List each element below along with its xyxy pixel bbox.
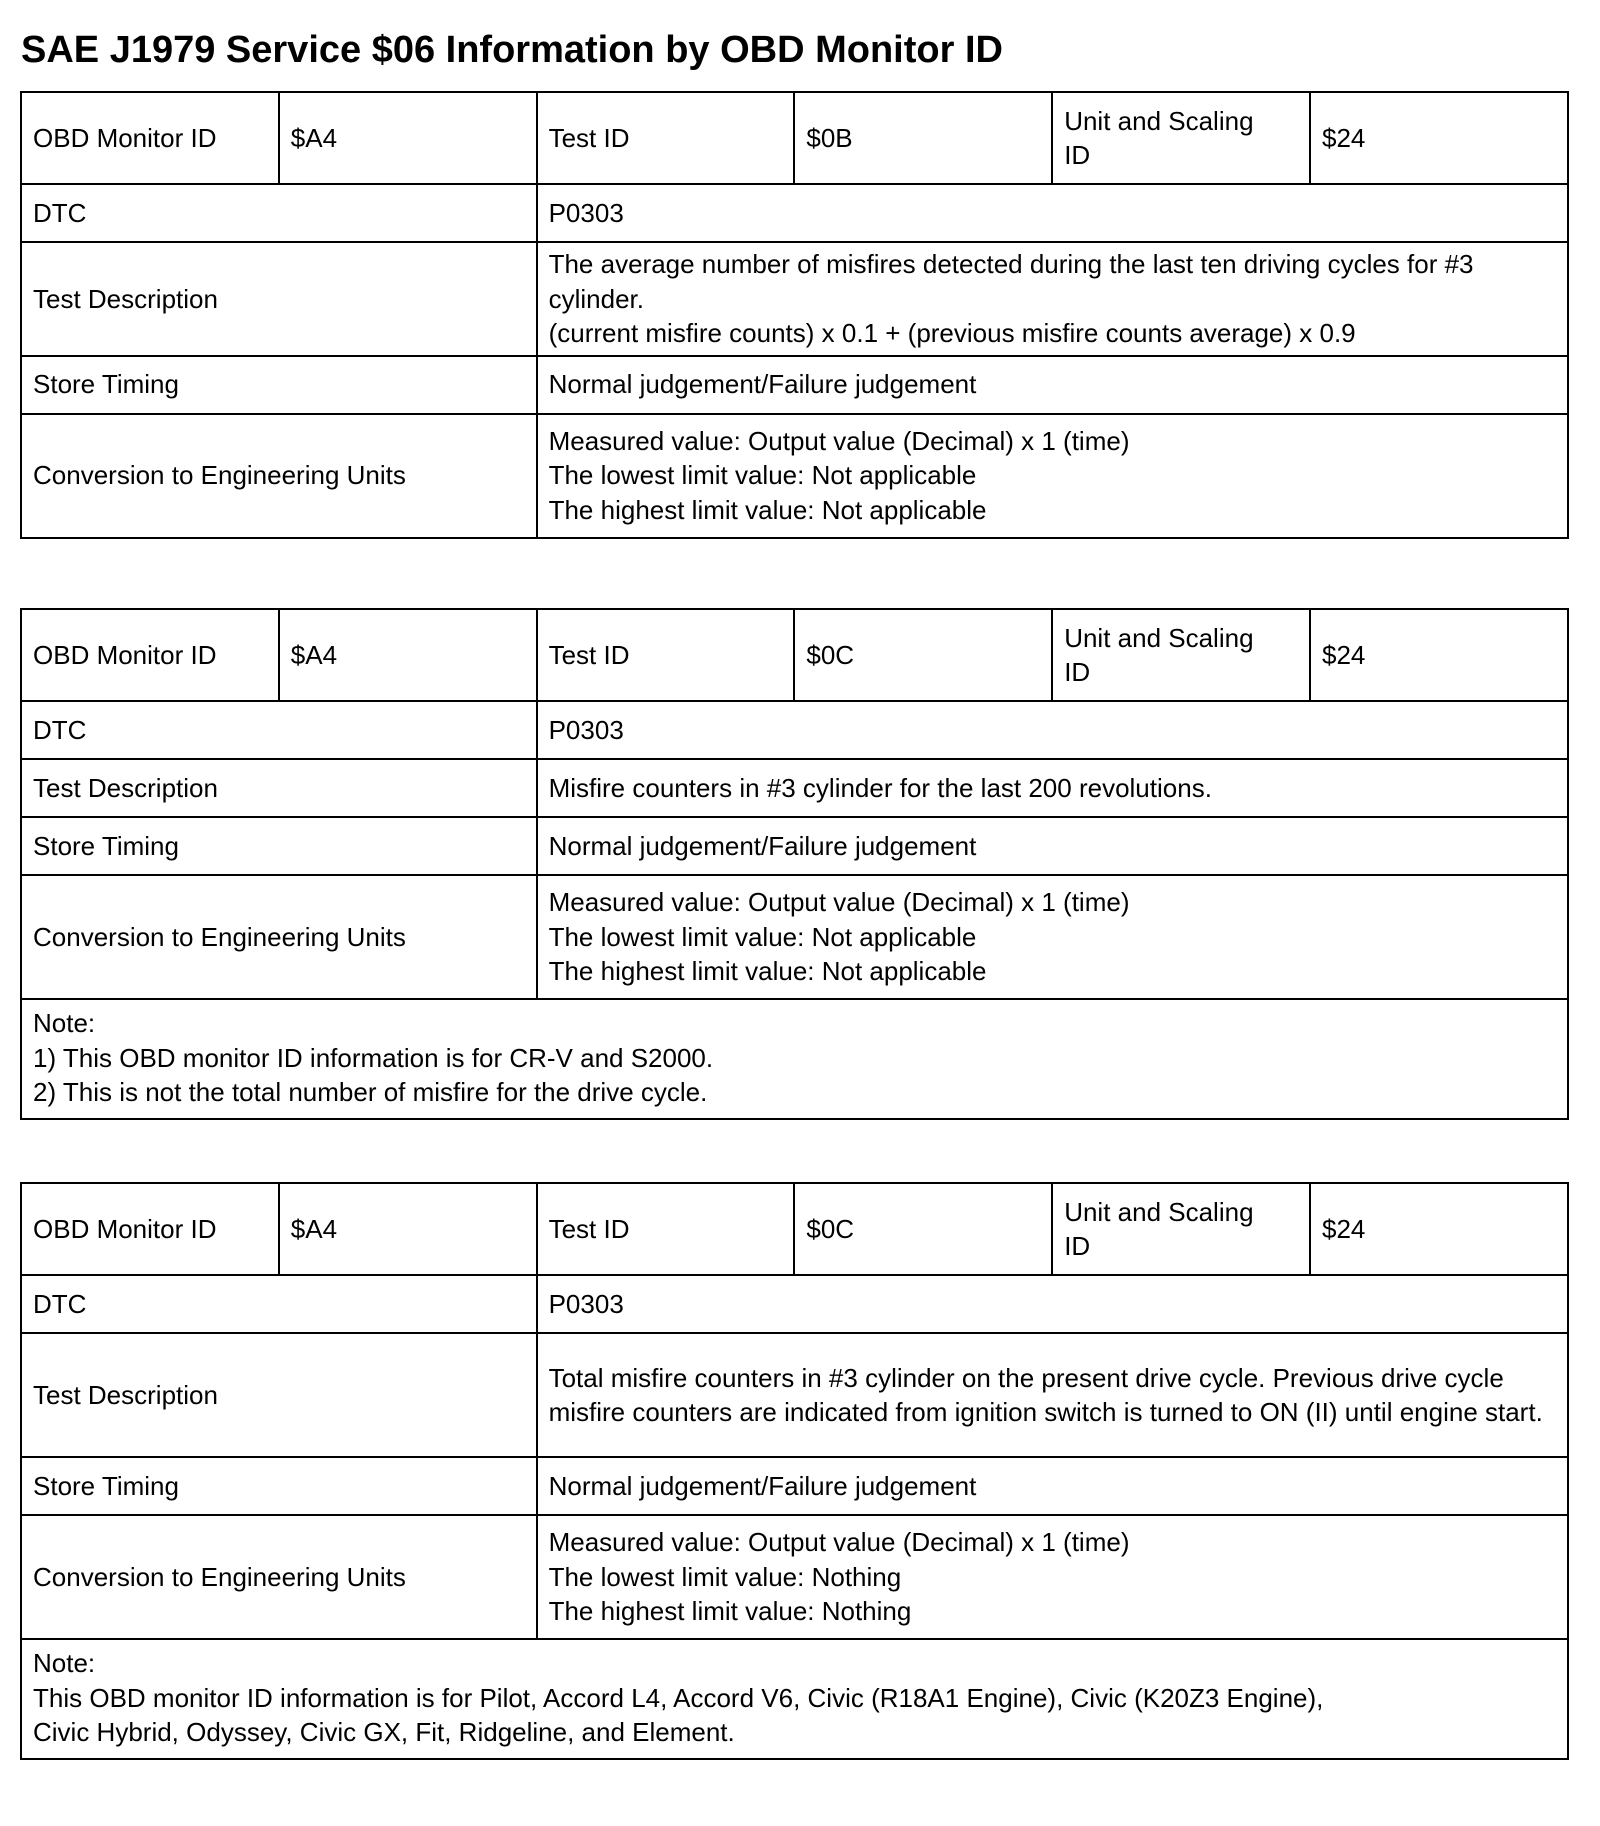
dtc-label: DTC (21, 1275, 537, 1333)
unit-scaling-id-label: Unit and Scaling ID (1052, 1183, 1310, 1275)
test-id-value: $0C (794, 609, 1052, 701)
test-description-value: Total misfire counters in #3 cylinder on the present drive cycle. Previous drive cycle misfire counters are indicated from ignition switch is turned to ON (II) until engine start. (537, 1333, 1568, 1457)
note-text: Note: This OBD monitor ID information is for Pilot, Accord L4, Accord V6, Civic (R18A1 Engine), Civic (K20Z3 Engine), Civic Hybrid, Odyssey, Civic GX, Fit, Ridgeline, and Element. (21, 1639, 1568, 1759)
conversion-label: Conversion to Engineering Units (21, 414, 537, 538)
obd-monitor-id-label: OBD Monitor ID (21, 609, 279, 701)
obd-info-table (20, 91, 1569, 539)
table-header-row (21, 1183, 1568, 1275)
test-description-label: Test Description (21, 1333, 537, 1457)
dtc-row (21, 1275, 1568, 1333)
store-timing-row (21, 1457, 1568, 1515)
test-id-label: Test ID (537, 92, 795, 184)
test-id-label: Test ID (537, 1183, 795, 1275)
conversion-value: Measured value: Output value (Decimal) x 1 (time) The lowest limit value: Nothing The highest limit value: Nothing (537, 1515, 1568, 1639)
conversion-label: Conversion to Engineering Units (21, 875, 537, 999)
test-description-row (21, 1333, 1568, 1457)
unit-scaling-id-value: $24 (1310, 609, 1568, 701)
test-description-value: Misfire counters in #3 cylinder for the last 200 revolutions. (537, 759, 1568, 817)
conversion-value: Measured value: Output value (Decimal) x 1 (time) The lowest limit value: Not applicable The highest limit value: Not applicable (537, 414, 1568, 538)
obd-monitor-id-label: OBD Monitor ID (21, 1183, 279, 1275)
test-description-row (21, 242, 1568, 356)
conversion-value: Measured value: Output value (Decimal) x 1 (time) The lowest limit value: Not applicable The highest limit value: Not applicable (537, 875, 1568, 999)
store-timing-label: Store Timing (21, 356, 537, 414)
unit-scaling-id-value: $24 (1310, 1183, 1568, 1275)
dtc-value: P0303 (537, 184, 1568, 242)
table-header-row (21, 609, 1568, 701)
obd-monitor-id-value: $A4 (279, 609, 537, 701)
test-description-value: The average number of misfires detected during the last ten driving cycles for #3 cylinder. (current misfire counts) x 0.1 + (previous misfire counts average) x 0.9 (537, 242, 1568, 356)
store-timing-row (21, 817, 1568, 875)
store-timing-label: Store Timing (21, 1457, 537, 1515)
note-row (21, 999, 1568, 1119)
store-timing-value: Normal judgement/Failure judgement (537, 817, 1568, 875)
test-description-label: Test Description (21, 242, 537, 356)
store-timing-row (21, 356, 1568, 414)
table-header-row (21, 92, 1568, 184)
test-id-value: $0C (794, 1183, 1052, 1275)
note-text: Note: 1) This OBD monitor ID information is for CR-V and S2000. 2) This is not the total number of misfire for the drive cycle. (21, 999, 1568, 1119)
store-timing-value: Normal judgement/Failure judgement (537, 1457, 1568, 1515)
test-id-value: $0B (794, 92, 1052, 184)
conversion-row (21, 1515, 1568, 1639)
obd-monitor-id-value: $A4 (279, 92, 537, 184)
unit-scaling-id-label: Unit and Scaling ID (1052, 609, 1310, 701)
obd-monitor-id-label: OBD Monitor ID (21, 92, 279, 184)
test-description-label: Test Description (21, 759, 537, 817)
note-row (21, 1639, 1568, 1759)
conversion-label: Conversion to Engineering Units (21, 1515, 537, 1639)
dtc-label: DTC (21, 701, 537, 759)
test-id-label: Test ID (537, 609, 795, 701)
page-title: SAE J1979 Service $06 Information by OBD Monitor ID (21, 29, 1003, 71)
dtc-value: P0303 (537, 1275, 1568, 1333)
obd-info-table (20, 1182, 1569, 1760)
dtc-value: P0303 (537, 701, 1568, 759)
conversion-row (21, 875, 1568, 999)
unit-scaling-id-value: $24 (1310, 92, 1568, 184)
obd-monitor-id-value: $A4 (279, 1183, 537, 1275)
test-description-row (21, 759, 1568, 817)
dtc-row (21, 701, 1568, 759)
obd-info-table (20, 608, 1569, 1120)
conversion-row (21, 414, 1568, 538)
dtc-row (21, 184, 1568, 242)
dtc-label: DTC (21, 184, 537, 242)
store-timing-label: Store Timing (21, 817, 537, 875)
unit-scaling-id-label: Unit and Scaling ID (1052, 92, 1310, 184)
store-timing-value: Normal judgement/Failure judgement (537, 356, 1568, 414)
